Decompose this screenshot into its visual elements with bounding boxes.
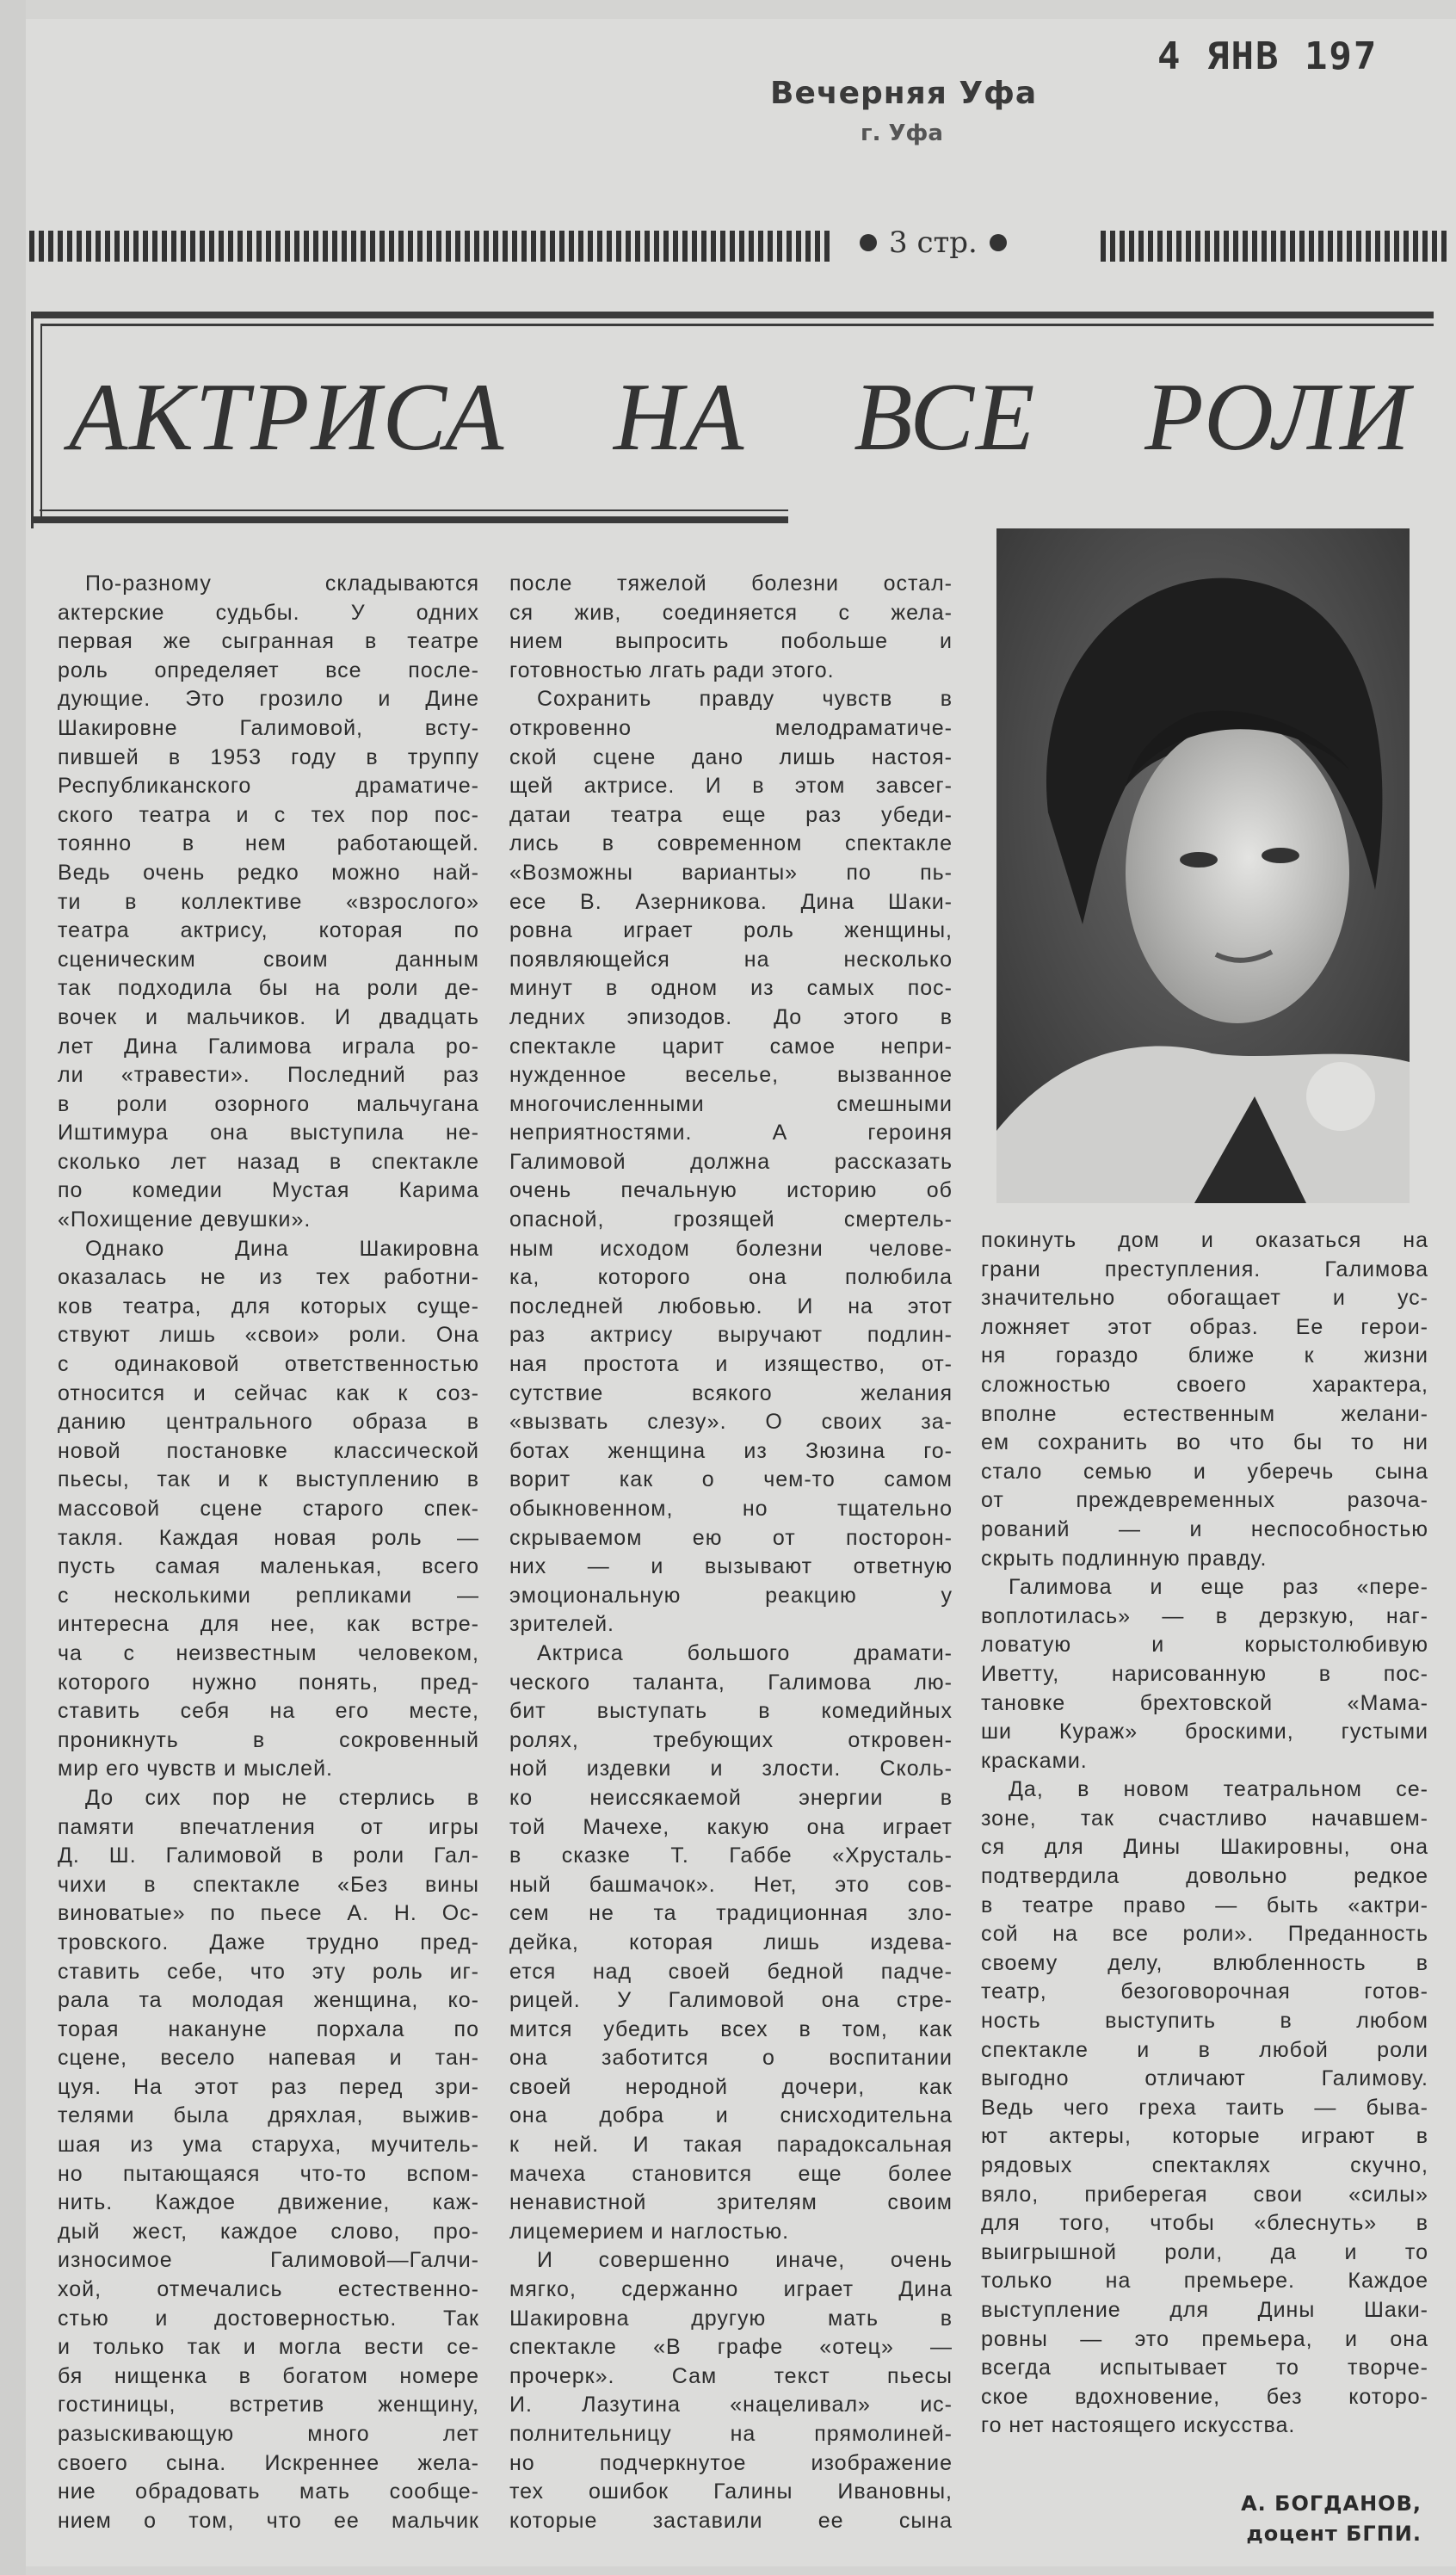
text-line: стью и достоверностью. Так — [58, 2306, 479, 2331]
text-line: есе В. Азерникова. Дина Шаки- — [509, 889, 953, 914]
text-line: ворит как о чем-то самом — [509, 1467, 953, 1492]
text-line: ботах женщина из Зюзина го- — [509, 1438, 953, 1463]
text-line: Однако Дина Шакировна — [85, 1236, 479, 1261]
text-line: массовой сцене старого спек- — [58, 1497, 479, 1521]
text-line: той Мачехе, какую она играет — [509, 1814, 953, 1839]
text-line: И совершенно иначе, очень — [537, 2248, 953, 2273]
text-line: Иштимура она выступила не- — [58, 1121, 479, 1145]
text-line: театр, безоговорочная готов- — [981, 1979, 1428, 2004]
text-line: рицей. У Галимовой она стре- — [509, 1988, 953, 2013]
text-line: спектакле царит самое непри- — [509, 1034, 953, 1059]
text-line: сцене, весело напевая и тан- — [58, 2046, 479, 2071]
text-line: Сохранить правду чувств в — [537, 687, 953, 712]
text-line: пьесы, так и к выступлению в — [58, 1467, 479, 1492]
text-line: опасной, грозящей смертель- — [509, 1207, 953, 1232]
text-line: мачеха становится еще более — [509, 2161, 953, 2186]
author-name: А. БОГДАНОВ, — [1241, 2492, 1422, 2516]
text-line: спектакле и в любой роли — [981, 2037, 1428, 2062]
text-line: Республиканского драматиче- — [58, 774, 479, 799]
text-line: подтвердила довольно редкое — [981, 1864, 1428, 1889]
text-line: раз актрису выручают подлин- — [509, 1323, 953, 1348]
text-line: нить. Каждое движение, каж- — [58, 2190, 479, 2215]
text-line: ческого таланта, Галимова лю- — [509, 1670, 953, 1695]
text-line: значительно обогащает и ус- — [981, 1286, 1428, 1311]
text-line: вочек и мальчиков. И двадцать — [58, 1004, 479, 1029]
text-line: сколько лет назад в спектакле — [58, 1149, 479, 1174]
text-line: Актриса большого драмати- — [537, 1640, 953, 1665]
text-line: тровского. Даже трудно пред- — [58, 1930, 479, 1954]
text-line: дый жест, каждое слово, про- — [58, 2219, 479, 2244]
text-line: Д. Ш. Галимовой в роли Гал- — [58, 1843, 479, 1868]
page-number — [860, 225, 1007, 260]
article-column-3 — [981, 1226, 1428, 2441]
bullet-icon — [990, 234, 1007, 251]
text-line: Ведь очень редко можно най- — [58, 860, 479, 885]
text-line: ется над своей бедной падче- — [509, 1959, 953, 1984]
page-edge — [0, 0, 26, 2575]
text-line: своему делу, влюбленность в — [981, 1950, 1428, 1975]
bullet-icon — [860, 234, 877, 251]
text-line: рований — и неспособностью — [981, 1516, 1428, 1541]
text-line: ское вдохновение, без которо- — [981, 2384, 1428, 2409]
text-line: откровенно мелодраматиче- — [509, 715, 953, 740]
text-line: вяло, приберегая свои «силы» — [981, 2182, 1428, 2207]
text-line: ствуют лишь «свои» роли. Она — [58, 1323, 479, 1348]
text-line: обыкновенном, но тщательно — [509, 1497, 953, 1521]
text-line: но подчеркнутое изображение — [509, 2450, 953, 2475]
text-line: вполне естественным желани- — [981, 1401, 1428, 1426]
text-line: так подходила бы на роли де- — [58, 976, 479, 1001]
text-line: И. Лазутина «нацеливал» ис- — [509, 2393, 953, 2418]
text-line: нием о том, что ее мальчик — [58, 2508, 479, 2533]
text-line: роль определяет все после- — [58, 658, 479, 682]
text-line: Ведь чего греха таить — быва- — [981, 2095, 1428, 2120]
text-line: датаи театра еще раз убеди- — [509, 802, 953, 827]
text-line: которого нужно понять, пред- — [58, 1670, 479, 1695]
text-line: ная простота и изящество, от- — [509, 1352, 953, 1377]
decorative-rule-left — [29, 231, 830, 262]
text-line: Шакировна другую мать в — [509, 2306, 953, 2331]
text-line: памяти впечатления от игры — [58, 1814, 479, 1839]
text-line: минут в одном из самых пос- — [509, 976, 953, 1001]
text-line: новой постановке классической — [58, 1438, 479, 1463]
text-line: ровны — это премьера, и она — [981, 2326, 1428, 2351]
text-line: ный башмачок». Нет, это сов- — [509, 1872, 953, 1897]
text-line: ность выступить в любом — [981, 2009, 1428, 2034]
text-line: сложностью своего характера, — [981, 1372, 1428, 1397]
text-line: ча с неизвестным человеком, — [58, 1640, 479, 1665]
text-line: ко неиссякаемой энергии в — [509, 1785, 953, 1810]
text-line: «Похищение девушки». — [58, 1207, 312, 1232]
text-line: ем сохранить во что бы то ни — [981, 1430, 1428, 1455]
text-line: данию центрального образа в — [58, 1410, 479, 1435]
text-line: полнительницу на прямолиней- — [509, 2422, 953, 2446]
portrait-photo — [996, 528, 1410, 1203]
text-line: торая накануне порхала по — [58, 2016, 479, 2041]
text-line: грани преступления. Галимова — [981, 1257, 1428, 1281]
text-line: красками. — [981, 1748, 1088, 1773]
text-line: в роли озорного мальчугана — [58, 1091, 479, 1116]
text-line: мир его чувств и мыслей. — [58, 1757, 333, 1782]
text-line: виноватые» по пьесе А. Н. Ос- — [58, 1901, 479, 1926]
text-line: ся жив, соединяется с жела- — [509, 600, 953, 625]
text-line: износимое Галимовой—Галчи- — [58, 2248, 479, 2273]
text-line: нием выпросить побольше и — [509, 629, 953, 654]
text-line: проникнуть в сокровенный — [58, 1727, 479, 1752]
text-line: относится и сейчас как к соз- — [58, 1380, 479, 1405]
text-line: она заботится о воспитании — [509, 2046, 953, 2071]
text-line: оказалась не из тех работни- — [58, 1265, 479, 1290]
text-line: ской сцене дано лишь настоя- — [509, 744, 953, 769]
text-line: выгодно отличают Галимову. — [981, 2066, 1428, 2091]
text-line: ставить себя на его месте, — [58, 1699, 479, 1724]
text-line: шая из ума старуха, мучитель- — [58, 2133, 479, 2158]
text-line: интересна для нее, как встре- — [58, 1612, 479, 1637]
text-line: «вызвать слезу». О своих за- — [509, 1410, 953, 1435]
text-line: ют актеры, которые играют в — [981, 2124, 1428, 2149]
text-line: разыскивающую много лет — [58, 2422, 479, 2446]
text-line: тех ошибок Галины Ивановны, — [509, 2479, 953, 2504]
text-line: мится убедить всех в том, как — [509, 2016, 953, 2041]
author-position: доцент БГПИ. — [1246, 2522, 1422, 2546]
text-line: ролях, требующих откровен- — [509, 1727, 953, 1752]
text-line: рала та молодая женщина, ко- — [58, 1988, 479, 2013]
text-line: Шакировне Галимовой, всту- — [58, 715, 479, 740]
text-line: сой на все роли». Преданность — [981, 1922, 1428, 1947]
text-line: такля. Каждая новая роль — — [58, 1525, 479, 1550]
text-line: для того, чтобы «блеснуть» в — [981, 2211, 1428, 2236]
headline-frame-rule — [40, 509, 788, 511]
city-stamp: г. Уфа — [861, 120, 943, 146]
page-number-label: 3 стр. — [889, 225, 978, 260]
text-line: Иветту, нарисованную в пос- — [981, 1661, 1428, 1686]
text-line: До сих пор не стерлись в — [85, 1785, 479, 1810]
text-line: го нет настоящего искусства. — [981, 2413, 1296, 2438]
text-line: ков театра, для которых суще- — [58, 1294, 479, 1318]
page-marker-bar — [29, 225, 1449, 264]
text-line: гостиницы, встретив женщину, — [58, 2393, 479, 2418]
text-line: ского театра и с тех пор пос- — [58, 802, 479, 827]
text-line: тоянно в нем работающей. — [58, 831, 479, 856]
text-line: щей актрисе. И в этом завсег- — [509, 774, 953, 799]
text-line: ши Кураж» броскими, густыми — [981, 1720, 1428, 1744]
text-line: зрителей. — [509, 1612, 614, 1637]
text-line: бя нищенка в богатом номере — [58, 2363, 479, 2388]
text-line: цуя. На этот раз перед зри- — [58, 2074, 479, 2099]
text-line: лет Дина Галимова играла ро- — [58, 1034, 479, 1059]
text-line: от преждевременных разоча- — [981, 1488, 1428, 1513]
text-line: пившей в 1953 году в труппу — [58, 744, 479, 769]
text-line: только на премьере. Каждое — [981, 2269, 1428, 2294]
text-line: всегда испытывает то творче- — [981, 2356, 1428, 2380]
text-line: телями была дряхлая, выжив- — [58, 2103, 479, 2128]
text-line: ставить себе, что эту роль иг- — [58, 1959, 479, 1984]
text-line: Галимовой должна рассказать — [509, 1149, 953, 1174]
text-line: лицемерием и наглостью. — [509, 2219, 790, 2244]
text-line: появляющейся на несколько — [509, 947, 953, 972]
text-line: которые заставили ее сына — [509, 2508, 953, 2533]
text-line: ледних эпизодов. До этого в — [509, 1004, 953, 1029]
text-line: ка, которого она полюбила — [509, 1265, 953, 1290]
text-line: воплотилась» — в дерзкую, наг- — [981, 1603, 1428, 1628]
text-line: дующие. Это грозило и Дине — [58, 687, 479, 712]
text-line: хой, отмечались естественно- — [58, 2277, 479, 2302]
text-line: своего сына. Искреннее жела- — [58, 2450, 479, 2475]
text-line: Галимова и еще раз «пере- — [1009, 1575, 1428, 1600]
text-line: многочисленными смешными — [509, 1091, 953, 1116]
text-line: к ней. И такая парадоксальная — [509, 2133, 953, 2158]
text-line: своей неродной дочери, как — [509, 2074, 953, 2099]
text-line: ложняет этот образ. Ее герои- — [981, 1314, 1428, 1339]
text-line: выигрышной роли, да и то — [981, 2239, 1428, 2264]
text-line: выступление для Дины Шаки- — [981, 2297, 1428, 2322]
text-line: и только так и могла вести се- — [58, 2335, 479, 2360]
text-line: в театре право — быть «актри- — [981, 1893, 1428, 1917]
text-line: чихи в спектакле «Без вины — [58, 1872, 479, 1897]
text-line: «Возможны варианты» по пь- — [509, 860, 953, 885]
text-line: нужденное веселье, вызванное — [509, 1063, 953, 1088]
text-line: но пытающаяся что-то вспом- — [58, 2161, 479, 2186]
text-line: готовностью лгать ради этого. — [509, 658, 835, 682]
newspaper-stamp: Вечерняя Уфа — [770, 76, 1038, 111]
text-line: актерские судьбы. У одних — [58, 600, 479, 625]
text-line: ровна играет роль женщины, — [509, 918, 953, 943]
text-line: По-разному складываются — [85, 571, 479, 596]
article-column-1 — [58, 570, 479, 2535]
text-line: зоне, так счастливо начавшем- — [981, 1806, 1428, 1831]
text-line: дейка, которая лишь издева- — [509, 1930, 953, 1954]
portrait-photo-icon — [996, 528, 1410, 1203]
text-line: них — и вызывают ответную — [509, 1554, 953, 1579]
text-line: сценическим своим данным — [58, 947, 479, 972]
text-line: тановке брехтовской «Мама- — [981, 1690, 1428, 1715]
text-line: очень печальную историю об — [509, 1178, 953, 1203]
text-line: в сказке Т. Габбе «Хрусталь- — [509, 1843, 953, 1868]
date-stamp: 4 ЯНВ 197 — [1157, 34, 1379, 78]
text-line: эмоциональную реакцию у — [509, 1583, 953, 1608]
text-line: первая же сыгранная в театре — [58, 629, 479, 654]
text-line: театра актрису, которая по — [58, 918, 479, 943]
headline: АКТРИСА НА ВСЕ РОЛИ — [69, 364, 1411, 471]
text-line: прочерк». Сам текст пьесы — [509, 2363, 953, 2388]
text-line: ти в коллективе «взрослого» — [58, 889, 479, 914]
text-line: с одинаковой ответственностью — [58, 1352, 479, 1377]
text-line: рядовых спектаклях скучно, — [981, 2153, 1428, 2177]
text-line: спектакле «В графе «отец» — — [509, 2335, 953, 2360]
text-line: ся для Дины Шакировны, она — [981, 1835, 1428, 1860]
text-line: ние обрадовать мать сообще- — [58, 2479, 479, 2504]
text-line: ли «травести». Последний раз — [58, 1063, 479, 1088]
text-line: бит выступать в комедийных — [509, 1699, 953, 1724]
text-line: после тяжелой болезни остал- — [509, 571, 953, 596]
text-line: скрыть подлинную правду. — [981, 1546, 1268, 1571]
text-line: она добра и снисходительна — [509, 2103, 953, 2128]
text-line: ня гораздо ближе к жизни — [981, 1343, 1428, 1368]
text-line: сутствие всякого желания — [509, 1380, 953, 1405]
text-line: последней любовью. И на этот — [509, 1294, 953, 1318]
text-line: ловатую и корыстолюбивую — [981, 1633, 1428, 1658]
text-line: ненавистной зрителям своим — [509, 2190, 953, 2215]
text-line: мягко, сдержанно играет Дина — [509, 2277, 953, 2302]
text-line: покинуть дом и оказаться на — [981, 1228, 1428, 1252]
text-line: Да, в новом театральном се- — [1009, 1777, 1428, 1802]
text-line: сем не та традиционная зло- — [509, 1901, 953, 1926]
text-line: ным исходом болезни челове- — [509, 1236, 953, 1261]
headline-frame-rule — [31, 516, 788, 523]
article-column-2 — [509, 570, 953, 2535]
text-line: с несколькими репликами — — [58, 1583, 479, 1608]
text-line: лись в современном спектакле — [509, 831, 953, 856]
text-line: скрываемом ею от посторон- — [509, 1525, 953, 1550]
text-line: ной издевки и злости. Сколь- — [509, 1757, 953, 1782]
text-line: стало семью и уберечь сына — [981, 1459, 1428, 1484]
text-line: по комедии Мустая Карима — [58, 1178, 479, 1203]
text-line: неприятностями. А героиня — [509, 1121, 953, 1145]
text-line: пусть самая маленькая, всего — [58, 1554, 479, 1579]
decorative-rule-right — [1101, 231, 1449, 262]
